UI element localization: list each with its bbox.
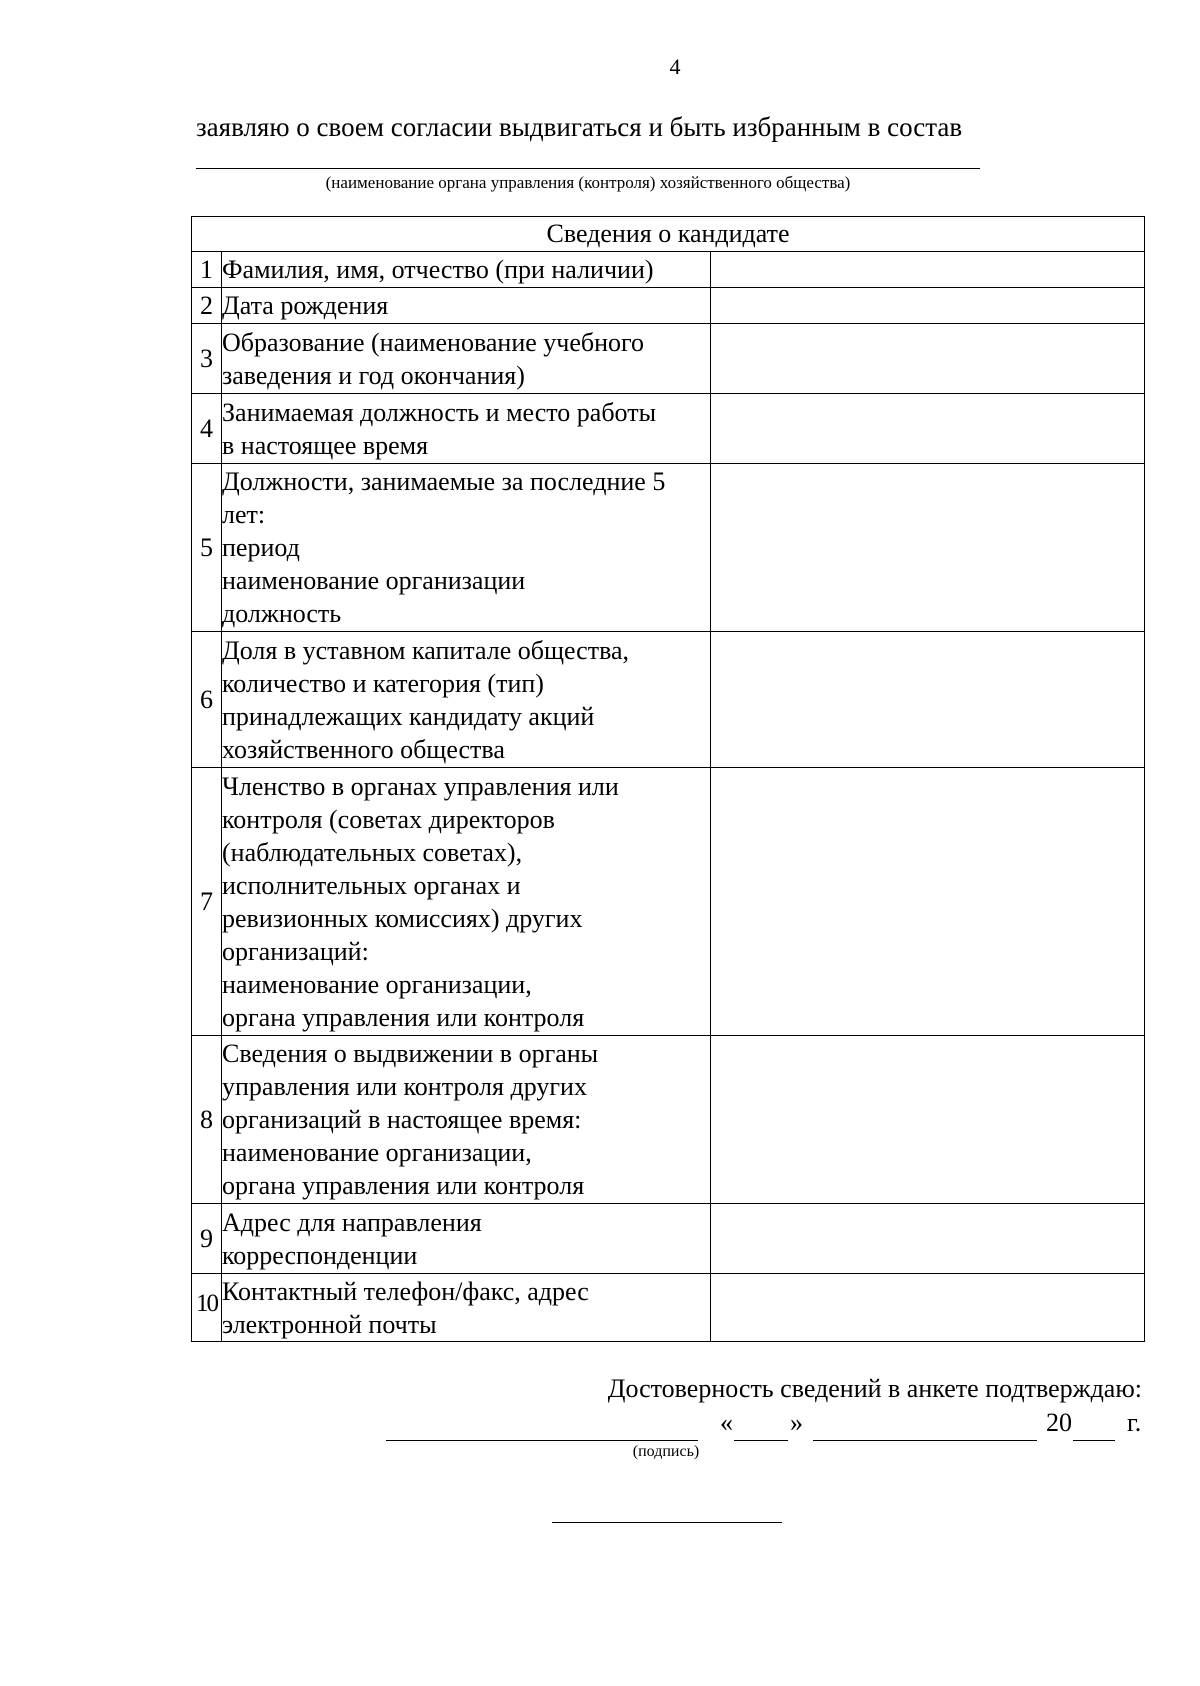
day-quote-close: » [790, 1408, 803, 1437]
row-number: 3 [192, 324, 222, 394]
year-line[interactable] [1073, 1440, 1115, 1441]
page-number: 4 [669, 54, 681, 79]
table-row [192, 632, 1145, 768]
row-label [222, 1274, 711, 1342]
signature-caption: (подпись) [632, 1443, 700, 1460]
table-row [192, 464, 1145, 632]
row-value-field[interactable] [711, 394, 1145, 464]
row-label-line: организаций: [222, 936, 369, 966]
row-label-line: контроля (советах директоров [222, 804, 555, 834]
row-label-line: исполнительных органах и [222, 870, 521, 900]
row-label [222, 464, 711, 632]
row-label-line: наименование организации, [222, 1138, 532, 1167]
row-label-line: организаций в настоящее время: [222, 1105, 582, 1134]
row-value-field[interactable] [711, 768, 1145, 1036]
year-prefix: 20 [1046, 1408, 1072, 1437]
row-number: 4 [192, 394, 222, 464]
row-label [222, 1204, 711, 1274]
day-line[interactable] [734, 1440, 788, 1441]
candidate-info-table [191, 216, 1145, 1342]
row-number: 1 [192, 252, 222, 288]
table-row [192, 324, 1145, 394]
row-value-field[interactable] [711, 1204, 1145, 1274]
row-value-field[interactable] [711, 464, 1145, 632]
row-label-line: Должности, занимаемые за последние 5 [222, 467, 666, 496]
row-label-line: управления или контроля других [222, 1072, 587, 1101]
table-row [192, 288, 1145, 324]
row-value-field[interactable] [711, 252, 1145, 288]
day-quote-open: « [720, 1408, 733, 1437]
row-number: 5 [192, 464, 222, 632]
row-label-line: ревизионных комиссиях) других [222, 903, 583, 933]
row-label-line: период [222, 533, 300, 562]
row-label-line: Адрес для направления [222, 1207, 482, 1237]
row-label-line: наименование организации, [222, 969, 532, 999]
row-number: 9 [192, 1204, 222, 1274]
table-row [192, 1036, 1145, 1204]
row-label-line: в настоящее время [222, 430, 429, 460]
row-value-field[interactable] [711, 632, 1145, 768]
consent-statement: заявляю о своем согласии выдвигаться и быть избранным в состав [196, 112, 963, 142]
row-label-line: хозяйственного общества [222, 734, 505, 764]
row-number: 7 [192, 768, 222, 1036]
row-value-field[interactable] [711, 1274, 1145, 1342]
row-label [222, 252, 711, 288]
row-number: 10 [192, 1274, 222, 1342]
table-row [192, 1204, 1145, 1274]
confirmation-text: Достоверность сведений в анкете подтверждаю: [607, 1374, 1142, 1403]
row-label-line: (наблюдательных советах), [222, 837, 523, 867]
row-label-line: количество и категория (тип) [222, 668, 544, 698]
row-label-line: Занимаемая должность и место работы [222, 397, 657, 427]
row-label [222, 1036, 711, 1204]
month-line[interactable] [813, 1440, 1037, 1441]
row-label-line: принадлежащих кандидату акций [222, 701, 595, 731]
row-label-line: заведения и год окончания) [222, 360, 525, 390]
row-label-line: Членство в органах управления или [222, 771, 619, 801]
year-suffix: г. [1127, 1408, 1142, 1437]
row-label [222, 324, 711, 394]
table-row [192, 1274, 1145, 1342]
row-label-line: Доля в уставном капитале общества, [222, 635, 630, 665]
row-label-line: Сведения о выдвижении в органы [222, 1039, 599, 1068]
row-value-field[interactable] [711, 288, 1145, 324]
row-value-field[interactable] [711, 324, 1145, 394]
table-row [192, 394, 1145, 464]
signature-row [0, 1408, 1200, 1448]
row-label-line: Дата рождения [222, 291, 389, 320]
organ-name-caption: (наименование органа управления (контроля) хозяйственного общества) [325, 173, 851, 192]
row-label-line: Контактный телефон/факс, адрес [222, 1276, 589, 1306]
row-label-line: органа управления или контроля [222, 1171, 585, 1200]
row-value-field[interactable] [711, 1036, 1145, 1204]
table-row [192, 252, 1145, 288]
row-label-line: органа управления или контроля [222, 1002, 585, 1032]
table-header: Сведения о кандидате [192, 217, 1145, 252]
row-label-line: Образование (наименование учебного [222, 327, 645, 357]
row-label-line: наименование организации [222, 566, 526, 595]
signature-line[interactable] [386, 1440, 698, 1441]
row-label [222, 288, 711, 324]
row-label-line: лет: [222, 500, 266, 529]
row-number: 6 [192, 632, 222, 768]
row-label-line: должность [222, 599, 342, 628]
organ-name-line[interactable] [196, 168, 980, 169]
row-label-line: корреспонденции [222, 1240, 418, 1270]
row-label [222, 632, 711, 768]
row-label [222, 394, 711, 464]
row-number: 8 [192, 1036, 222, 1204]
closing-rule [552, 1522, 782, 1523]
row-label-line: электронной почты [222, 1309, 437, 1339]
row-label-line: Фамилия, имя, отчество (при наличии) [222, 255, 654, 284]
row-number: 2 [192, 288, 222, 324]
table-row [192, 768, 1145, 1036]
row-label [222, 768, 711, 1036]
